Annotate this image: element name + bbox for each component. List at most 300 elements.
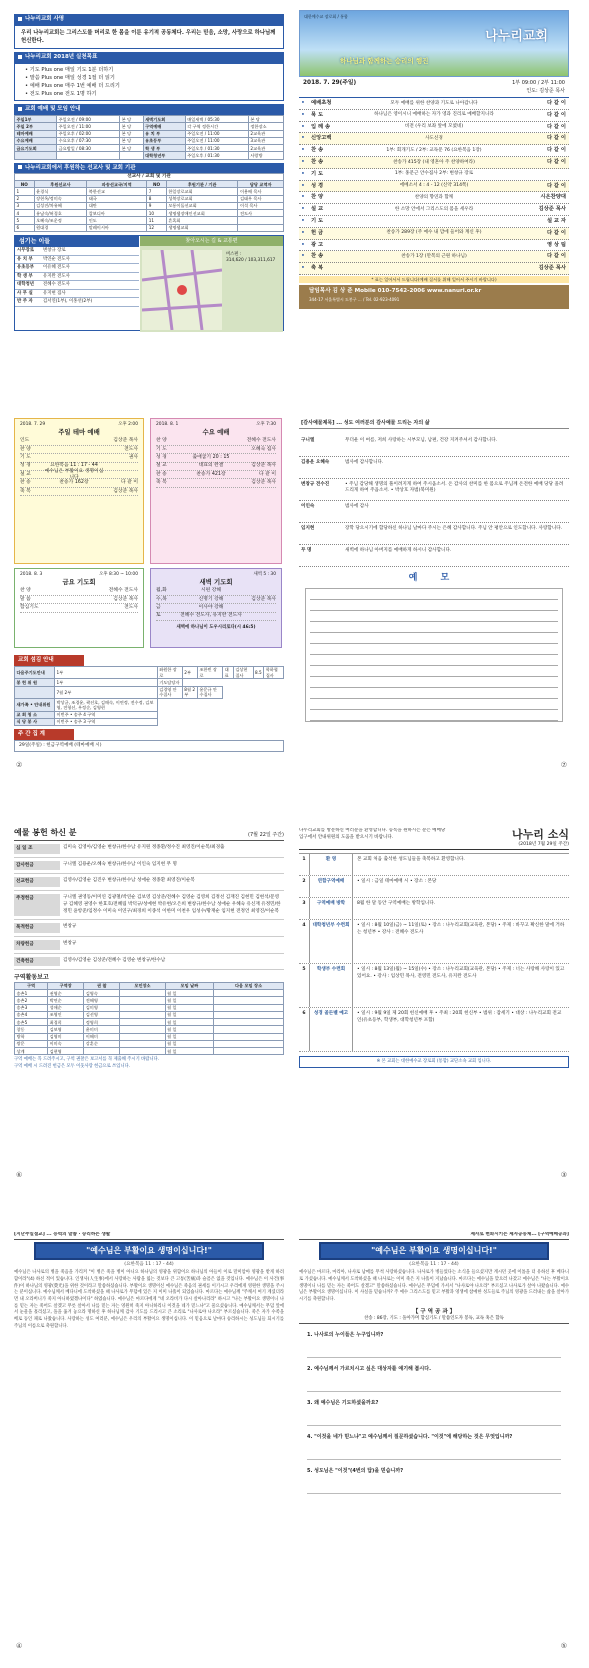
order-of-worship	[299, 97, 569, 275]
box-line	[156, 588, 276, 596]
group-cell: 송촌4	[15, 1011, 48, 1018]
offering-names: 김영수/김영순 김진우 변창규/한수남 성애순 정종환 최영진/이순복	[63, 878, 195, 884]
news-list	[299, 853, 569, 1052]
serve-row	[15, 679, 284, 686]
plus-item: • 예배 Plus one 매주 1번 예배 더 드리기	[25, 82, 273, 90]
offering-names: 구니엘 권영동/이미연 김광철/박연순 김보영 김상준/전혜수 김영순 김영희 김정선 김재진 김현민 김현석/문영규 김혜영 권영수 한효호/전혜림 박덕규/성예현 박유현/오은희 변창규/한수남 성애순 우혜숙 유신재 유정민/한정민 윤항준/임정수 이미숙 이연구/최경희 이종석 이한미 이천우 임성수/황재순 임지현 전정언 최영진/이순복	[63, 895, 281, 914]
box-line-content: 전혜수 전도사, 유지완 전도사	[180, 613, 242, 619]
box-line-label: 기 도	[156, 446, 167, 452]
serve-cell: 1부	[55, 666, 158, 679]
worship-cell: 본 당	[120, 116, 143, 123]
worship-table	[14, 115, 284, 160]
box-line-content: 시편 강해	[200, 588, 222, 594]
worship-cell: 금요기도회	[15, 145, 57, 152]
box-line-content: 출애굽기 20 : 15	[192, 454, 230, 460]
serve-cell: 이번주 • 송주 4 구역	[55, 711, 158, 718]
worship-cell: 구역예배	[143, 123, 185, 130]
order-label: 찬 송	[311, 159, 324, 166]
group-cell	[214, 1026, 284, 1033]
friday-prayer-box	[14, 568, 144, 648]
staff-name: 박연순 전도사	[43, 256, 70, 262]
group-cell	[120, 1011, 165, 1018]
serve-row	[15, 699, 284, 712]
vision-text: 우리 나누리교회는 그리스도를 머리로 한 몸을 이룬 유기적 공동체다. 우리는 믿음, 소망, 사랑으로 하나님께 헌신한다.	[14, 25, 284, 49]
box-line-by: 전혜수 전도사	[108, 588, 138, 594]
service-date: 2018. 7. 29(주일)	[303, 80, 357, 86]
serve-cell: 식 당 봉 사	[15, 718, 55, 725]
order-by: 다 같 이	[546, 147, 566, 154]
worship-cell: 주일오전 / 11:00	[185, 130, 248, 137]
mission-cell: 4	[15, 210, 35, 217]
memo-line	[310, 644, 558, 655]
order-by: 다 같 이	[546, 123, 566, 130]
box-line-label: 금	[156, 604, 161, 610]
thanks-text: 무더운 이 여름, 저희 사랑하는 시부모님, 남편, 건강 지켜주셔서 감사합니다.	[345, 438, 498, 444]
staff-name: 이유혜 전도사	[43, 265, 70, 271]
news-number: 4	[302, 923, 306, 929]
serve-row	[15, 718, 284, 725]
box-line-by: 김상준 목사	[113, 596, 138, 602]
group-cell: 성애순	[48, 1004, 84, 1011]
box-line-label: 합심기도	[20, 604, 39, 610]
serve-cell: 좌원한 장로	[157, 666, 182, 679]
box-line	[156, 604, 276, 612]
mission-cell: 김태우 목사	[238, 195, 284, 202]
group-cell	[214, 1004, 284, 1011]
box-line	[156, 479, 276, 487]
page-8	[299, 1232, 569, 1654]
thanks-text: 범사에 감사	[345, 504, 369, 510]
box-time: 오후 8:30 ~ 10:00	[99, 572, 138, 577]
group-col-header: 모임 날짜	[165, 982, 213, 989]
worship-cell: 수요예배	[15, 137, 57, 144]
group-cell: 권영순	[48, 990, 84, 997]
bus-title: 버스편 :	[226, 251, 242, 257]
order-by: 영 상 팀	[546, 241, 566, 248]
mission-row	[15, 224, 284, 231]
offering-type: 건축헌금	[14, 957, 60, 967]
group-cell: 김영미	[48, 1033, 84, 1040]
order-bullet-icon: •	[301, 206, 305, 213]
order-content: 찬양의 향연과 함께	[414, 194, 454, 200]
box-date: 2018. 8. 3	[20, 572, 43, 577]
group-col-header: 다음 모임 장소	[214, 982, 284, 989]
order-bullet-icon: •	[301, 135, 305, 142]
lesson-body: 예수님은 마르다, 마리아, 나사로 남매를 무척 사랑하셨습니다. 나사로가 병들었다는 소식을 들으셨지만 계시던 곳에 이틀을 더 유하신 후 베다니로 가셨습니다. 예수님께서 도착하셨을 때 나사로는 이미 죽은 지 나흘이 지났습니다. 마르다는 예수님을 맞으러 나갔고 예수님은 "나는 부활이요 생명이니 나를 믿는 자는 죽어도 살겠고" 말씀하셨습니다. 예수님은 무덤에 가셔서 "나사로야 나오라" 부르셨고 나사로가 살아 나왔습니다. 예수님은 부활이요 생명이십니다. 이 사실을 믿습니까? 주 예수 그리스도를 믿고 부활과 영생에 참예한 성도들로 주님의 영광을 드러내는 삶을 살아가시기를 축원합니다.	[299, 1270, 569, 1303]
group-cell: 최경희	[48, 1019, 84, 1026]
order-content: 사도신경	[425, 135, 443, 141]
staff-row	[15, 256, 139, 265]
serve-cell: 대표	[223, 666, 234, 679]
mission-cell: 캄보디아	[87, 210, 147, 217]
order-row	[299, 169, 569, 181]
order-content: 1부: 회개기도 / 2부: 교독문 76 (요한복음 1장)	[386, 147, 482, 153]
box-line	[156, 471, 276, 479]
box-line	[20, 596, 138, 604]
order-bullet-icon: •	[301, 229, 305, 236]
staff-role: 반 주 자	[17, 299, 33, 305]
box-title: 주일 테마 예배	[58, 427, 100, 436]
order-row	[299, 145, 569, 157]
mission-cell: 6	[15, 224, 35, 231]
news-row	[299, 1008, 569, 1052]
group-col-header: 권 찰	[84, 982, 120, 989]
news-topic: 환 영	[309, 854, 353, 875]
memo-line	[310, 688, 558, 699]
box-line-by: 김상준 목사	[251, 596, 276, 602]
news-topic: 학생부 수련회	[309, 964, 353, 1007]
worship-cell: 주일오후 / 02:00	[57, 130, 120, 137]
staff-role: 대학청년	[17, 282, 34, 288]
vision-heading: 나누리교회 사명	[14, 14, 284, 25]
news-detail: • 일시 : 8월 10일(금) ~ 11일(토) • 장소 : 나누리교회(교육관, 본당) • 주제 : 바꾸고 확신한 말에 거하는 청년부 • 강사 : 전혜수 전도사	[357, 923, 565, 936]
group-title: 구역활동보고	[14, 974, 49, 982]
mission-cell: 3	[15, 202, 35, 209]
mission-cell: 1	[15, 188, 35, 195]
group-cell	[120, 1026, 165, 1033]
staff-name: 변창규 장로	[43, 248, 66, 254]
serve-row	[15, 711, 284, 718]
order-content: 모두 예배를 위한 찬양과 기도로 나아갑니다	[390, 100, 478, 106]
order-by: 다 같 이	[546, 135, 566, 142]
box-line-by: 김상준 목사	[113, 488, 138, 494]
staff-row	[15, 273, 139, 282]
group-row	[15, 990, 284, 997]
order-label: 예배초청	[311, 100, 332, 107]
group-cell	[120, 1033, 165, 1040]
church-logo: 나누리교회	[485, 29, 548, 44]
group-cell	[214, 1040, 284, 1047]
group-cell: 월 일	[165, 1004, 213, 1011]
offering-names: 김미숙 김영아/김영순 변창규/한수남 유지원 정종환/정수진 최영진/이순복/최경출	[63, 845, 225, 850]
group-note: 구역 예배는 꼭 드려주시고, 구역 권찰은 보고서를 꼭 제출해 주시기 바랍니다.	[14, 1057, 160, 1063]
offering-row	[14, 841, 284, 858]
serve-cell: 교 회 청 소	[15, 711, 55, 718]
order-label: 신앙고백	[311, 135, 332, 142]
worship-cell: 주일오전 / 11:00	[57, 123, 120, 130]
group-cell: 송촌5	[15, 1019, 48, 1026]
mission-cell: 12	[147, 224, 167, 231]
order-by: 다 같 이	[546, 159, 566, 166]
serve-cell: 김상현 집사	[233, 666, 253, 679]
box-line	[20, 454, 138, 462]
group-col-header: 구역장	[48, 982, 84, 989]
group-row	[15, 1026, 284, 1033]
offering-title: 예물 봉헌 하신 분	[14, 828, 77, 837]
stat-heading: 주 간 집 계	[14, 729, 74, 740]
order-content: 비전 (우리 보좌 앞에 모였네)	[404, 124, 464, 130]
group-cell: 박연순	[48, 997, 84, 1004]
thanks-name: 이인숙	[301, 504, 315, 510]
group-row	[15, 1048, 284, 1055]
group-row	[15, 1040, 284, 1047]
mission-cell: 7	[147, 188, 167, 195]
mission-cell: 생명샘교회	[166, 224, 238, 231]
bus-info	[226, 252, 275, 265]
mission-cell: 인도	[87, 217, 147, 224]
mission-heading: 나누리교회에서 후원하는 선교사 및 교회 기관	[14, 163, 284, 174]
group-cell	[120, 997, 165, 1004]
worship-cell: 본 당	[120, 130, 143, 137]
worship-cell	[57, 152, 120, 159]
worship-cell: 유 치 부	[143, 130, 185, 137]
worship-cell: 학 생 부	[143, 145, 185, 152]
order-row	[299, 192, 569, 204]
box-line-label: 축 복	[156, 480, 167, 486]
box-title: 새벽 기도회	[199, 577, 233, 586]
offering-row	[14, 874, 284, 891]
worship-cell	[120, 152, 143, 159]
welcome-text: 나누리교회를 방문하신 여러분을 환영합니다. 등록을 원하시는 분은 예배당 입구에서 안내위원의 도움을 받으시기 바랍니다.	[299, 828, 446, 840]
group-cell: 월 일	[165, 1011, 213, 1018]
box-line-content: 대표의 완결	[198, 463, 224, 469]
serve-cell: 조한빈 장로	[197, 666, 222, 679]
group-cell: 전해영	[84, 997, 120, 1004]
box-line-by: 다 같 이	[259, 471, 276, 477]
memo-area	[305, 588, 563, 722]
worship-row	[15, 145, 284, 152]
lesson-tag: 제자로 변화시키는 제자공동체... [구역예배공과]	[299, 1232, 569, 1240]
mission-row	[15, 188, 284, 195]
group-cell	[120, 990, 165, 997]
order-by: 시온찬양대	[540, 194, 566, 201]
serve-row	[15, 666, 284, 679]
order-row	[299, 204, 569, 216]
thanks-text: 새벽에 하나님 아버지를 예배하게 하시니 감사합니다.	[345, 548, 452, 554]
offering-type: 십 일 조	[14, 844, 60, 854]
mission-cell: 장현옥/정미숙	[34, 195, 87, 202]
box-line	[156, 463, 276, 471]
worship-cell: 주일오전 / 09:00	[57, 116, 120, 123]
box-line	[20, 488, 138, 496]
box-title: 금요 기도회	[62, 577, 96, 586]
group-cell: 월 일	[165, 997, 213, 1004]
mission-col-header: 담당 교역자	[238, 181, 284, 188]
worship-cell: 새벽기도회	[143, 116, 185, 123]
worship-cell: 주일오후 / 01:30	[185, 145, 248, 152]
mission-cell: 태국	[87, 195, 147, 202]
box-line	[156, 438, 276, 446]
service-leader: 인도: 김상준 목사	[526, 87, 565, 94]
order-row	[299, 263, 569, 275]
serve-cell: 윤문규 안수집사	[197, 686, 222, 699]
box-line-label: 축 복	[20, 488, 31, 494]
box-line	[156, 446, 276, 454]
lesson-question: 5. 성도님은 "이것"(4번의 답)을 믿습니까?	[307, 1468, 561, 1494]
mission-cell: 이석 목사	[238, 202, 284, 209]
order-content: 에베소서 4 : 4 - 12 (신약 314쪽)	[399, 183, 469, 189]
page-4	[299, 418, 569, 773]
order-row	[299, 240, 569, 252]
denomination-label: 대한예수교 장로회 / 통합	[304, 14, 348, 19]
offering-names: 변창규	[63, 940, 77, 946]
mission-cell: 말레이시아	[87, 224, 147, 231]
mission-cell	[238, 217, 284, 224]
mission-cell: 모퉁이돌선교회	[166, 202, 238, 209]
group-header-row	[15, 982, 284, 989]
order-row	[299, 98, 569, 110]
page-number: ⑦	[560, 761, 567, 769]
worship-heading: 교회 예배 및 모임 안내	[14, 104, 284, 115]
memo-line	[310, 666, 558, 677]
mission-cell: 9	[147, 202, 167, 209]
worship-cell: 본 당	[120, 145, 143, 152]
memo-line	[310, 589, 558, 600]
staff-list	[15, 236, 139, 332]
group-table	[14, 982, 284, 1056]
order-bullet-icon: •	[301, 182, 305, 189]
news-topic: 대학청년부 수련회	[309, 920, 353, 963]
mission-col-header: NO	[147, 181, 167, 188]
worship-cell: 수요오후 / 07:30	[57, 137, 120, 144]
offering-list	[14, 841, 284, 970]
lesson-question: 2. 예수님께서 가르치시고 싶은 대상자를 얘기해 봅시다.	[307, 1366, 561, 1392]
denomination-note: ※ 본 교회는 대한예수교 장로회 (통합) 교단소속 교회 입니다.	[299, 1056, 569, 1067]
order-by: 김상준 목사	[538, 265, 566, 272]
lesson-question: 4. "이것을 네가 믿느냐"고 예수님께서 질문하셨습니다. "이것"에 해당하는 것은 무엇입니까?	[307, 1434, 561, 1460]
staff-name: 김서연(1부), 이홍선(2부)	[43, 299, 93, 305]
offering-type: 주정헌금	[14, 894, 60, 916]
box-line-content: 찬송가 421장	[196, 471, 226, 477]
map-title: 찾아오시는 길 & 교통편	[140, 236, 283, 246]
box-line-label: 찬 송	[20, 480, 31, 486]
pastor-footer	[299, 285, 569, 309]
mission-row	[15, 217, 284, 224]
group-cell: 송촌3	[15, 1004, 48, 1011]
group-cell: 월 일	[165, 990, 213, 997]
mission-col-header: 파송선교국/지역	[87, 181, 147, 188]
worship-cell: 주일 2부	[15, 123, 57, 130]
box-line	[156, 613, 276, 621]
serve-heading: 교회 섬김 안내	[14, 655, 84, 666]
group-row	[15, 1004, 284, 1011]
worship-row	[15, 123, 284, 130]
bus-text: 314,620 / 103,311,617	[226, 258, 276, 264]
order-label: 묵 도	[311, 111, 324, 118]
page-5	[14, 828, 284, 1183]
page-number: ④	[16, 1642, 23, 1650]
offering-type: 목적헌금	[14, 923, 60, 933]
box-line-by: 권사	[128, 454, 138, 460]
group-cell: 방학	[15, 1033, 48, 1040]
mission-header-row	[15, 181, 284, 188]
thanks-text: • 주님 감당해 생명의 풀이려지게 하여 주시옵소서. 온 감사의 찬미를 한 몸으로 주님께 온전한 예배 당당 올려드리게 하여 주옵소서. • 박상호 자범(북미원)	[345, 482, 564, 493]
mission-col-header: 후원기관 / 기관	[166, 181, 238, 188]
group-cell	[120, 1019, 165, 1026]
sermon-title: "예수님은 부활이요 생명이십니다!"	[34, 1242, 264, 1260]
staff-name: 전혜수 전도사	[43, 282, 70, 288]
thanks-name: 김용운 오혜숙	[301, 460, 330, 466]
box-line-label: 찬 양	[156, 438, 167, 444]
box-line-label: 인도	[20, 438, 30, 444]
box-time: 새벽 5 : 30	[253, 572, 276, 577]
news-detail: 8월 한 달 동안 구역예배는 방학입니다.	[357, 901, 436, 907]
sermon-body: 예수님은 나사로의 병을 죽음을 가리켜 "이 병은 죽을 병이 아니요 하나님의 영광을 위함이요 하나님의 아들이 이로 말미암아 영광을 받게 하려 함이라"(4) 하신 적이 있습니다. 인생사(人生事)에서 사랑하는 사람을 잃는 것보다 큰 고통(苦痛)과 슬픔은 없을 것입니다. 예수님은 이 사건(事件)이 하나님의 영광(榮光)을 위한 것이라고 말씀하셨습니다. 부활이요 생명이신 예수님은 죽음의 권세를 이기시고 우리에게 영원한 생명을 주시는 분이십니다. 예수님께서 베다니에 도착하셨을 때 나사로가 무덤에 있은 지 이미 나흘이 되었습니다. 마르다는 예수님께 "주께서 여기 계셨더라면 내 오라버니가 죽지 아니하였겠나이다" 하였습니다. 예수님은 마르다에게 "네 오라비가 다시 살아나리라" 하시고 "나는 부활이요 생명이니 나를 믿는 자는 죽어도 살겠고 무릇 살아서 나를 믿는 자는 영원히 죽지 아니하리니 이것을 네가 믿느냐"고 물으셨습니다. 예수님께서는 무덤 앞에서 눈물을 흘리셨고, 돌을 옮겨 놓으라 명하신 후 하나님께 감사 기도를 드리시고 큰 소리로 "나사로야 나오라" 부르셨습니다. 죽은 자가 수족을 베로 동인 채로 나왔습니다. 사랑하는 성도 여러분, 예수님은 우리의 부활이요 생명이십니다. 이 믿음으로 날마다 승리하시는 성도님들 되시기를 주님의 이름으로 축원합니다.	[14, 1270, 284, 1329]
offering-type: 감사헌금	[14, 861, 60, 871]
staff-box	[14, 235, 284, 331]
box-line-label: 찬 양	[20, 446, 31, 452]
box-line-by: 김상준 목사	[113, 438, 138, 444]
memo-line	[310, 633, 558, 644]
thanks-name: 임지현	[301, 526, 315, 532]
box-line-by: 다 같 이	[121, 480, 138, 486]
group-cell: 김현영	[48, 1048, 84, 1055]
lesson-question: 3. 왜 예수님은 기도하셨을까요?	[307, 1400, 561, 1426]
box-line-by: 오혜숙 집사	[251, 446, 276, 452]
order-by: 다 같 이	[546, 182, 566, 189]
staff-role: 사 무 실	[17, 290, 33, 296]
page-1	[14, 14, 284, 370]
order-bullet-icon: •	[301, 241, 305, 248]
memo-line	[310, 677, 558, 688]
worship-row	[15, 116, 284, 123]
group-cell: 상계	[15, 1048, 48, 1055]
mission-cell: 유남숙/허경호	[34, 210, 87, 217]
box-line-label: 설 교	[20, 471, 31, 477]
order-label: 기 도	[311, 218, 324, 225]
group-cell: 조영인	[48, 1011, 84, 1018]
serve-table	[14, 666, 284, 726]
plus-list	[14, 63, 284, 101]
mission-cell: 윤경식	[34, 188, 87, 195]
memo-line	[310, 699, 558, 710]
group-cell: 윤미미	[84, 1026, 120, 1033]
worship-cell: 대학청년부	[143, 152, 185, 159]
staff-row	[15, 247, 139, 256]
group-col-header: 모인장소	[120, 982, 165, 989]
serve-cell: 이번주 • 송주 3 구역	[55, 718, 158, 725]
map-panel	[140, 236, 283, 332]
worship-cell: 유초등부	[143, 137, 185, 144]
worship-row	[15, 152, 284, 159]
order-bullet-icon: •	[301, 265, 305, 272]
group-cell	[214, 1033, 284, 1040]
news-number: 2	[302, 879, 306, 885]
order-row	[299, 228, 569, 240]
serve-cell: 봉 헌 위 원	[15, 679, 55, 686]
group-cell	[214, 990, 284, 997]
mission-row	[15, 202, 284, 209]
page-number: ②	[16, 761, 23, 769]
group-cell: 이해미	[84, 1033, 120, 1040]
order-row	[299, 216, 569, 228]
mission-cell: 생명샘장애인선교회	[166, 210, 238, 217]
news-number: 6	[302, 1011, 306, 1017]
order-bullet-icon: •	[301, 100, 305, 107]
box-line-by: 전혜수 전도사	[246, 438, 276, 444]
cover-tagline: 하나님과 함께하는 승리의 행진	[340, 57, 429, 65]
serve-cell: 기도담당자	[157, 679, 182, 686]
box-line	[20, 479, 138, 487]
order-content: 찬송가 1장 (만복의 근원 하나님)	[401, 253, 467, 259]
box-note: 새벽에 하나님이 도우시리로다(시 46:5)	[176, 625, 256, 631]
order-label: 찬 송	[311, 147, 324, 154]
news-number: 3	[302, 901, 306, 907]
serve-cell: 다음주기도안내	[15, 666, 55, 679]
staff-row	[15, 290, 139, 299]
box-line-label: 찬 양	[20, 588, 31, 594]
map-illustration	[142, 250, 222, 330]
group-row	[15, 1011, 284, 1018]
box-line-content: 찬송가 162장	[59, 480, 89, 486]
mission-col-header: 후원선교사	[34, 181, 87, 188]
news-detail: • 일시 : 9월 9일 제 20회 헌신예배 후 • 주최 : 20회 헌신부 • 범위 : 잠세기 • 대상 : 나누리교회 전교인(유초등부, 학생부, 대학청년부 포함)	[357, 1011, 562, 1024]
order-label: 입 례 송	[311, 123, 331, 130]
worship-row	[15, 130, 284, 137]
news-row	[299, 920, 569, 964]
group-cell	[214, 1019, 284, 1026]
order-by: 다 같 이	[546, 111, 566, 118]
